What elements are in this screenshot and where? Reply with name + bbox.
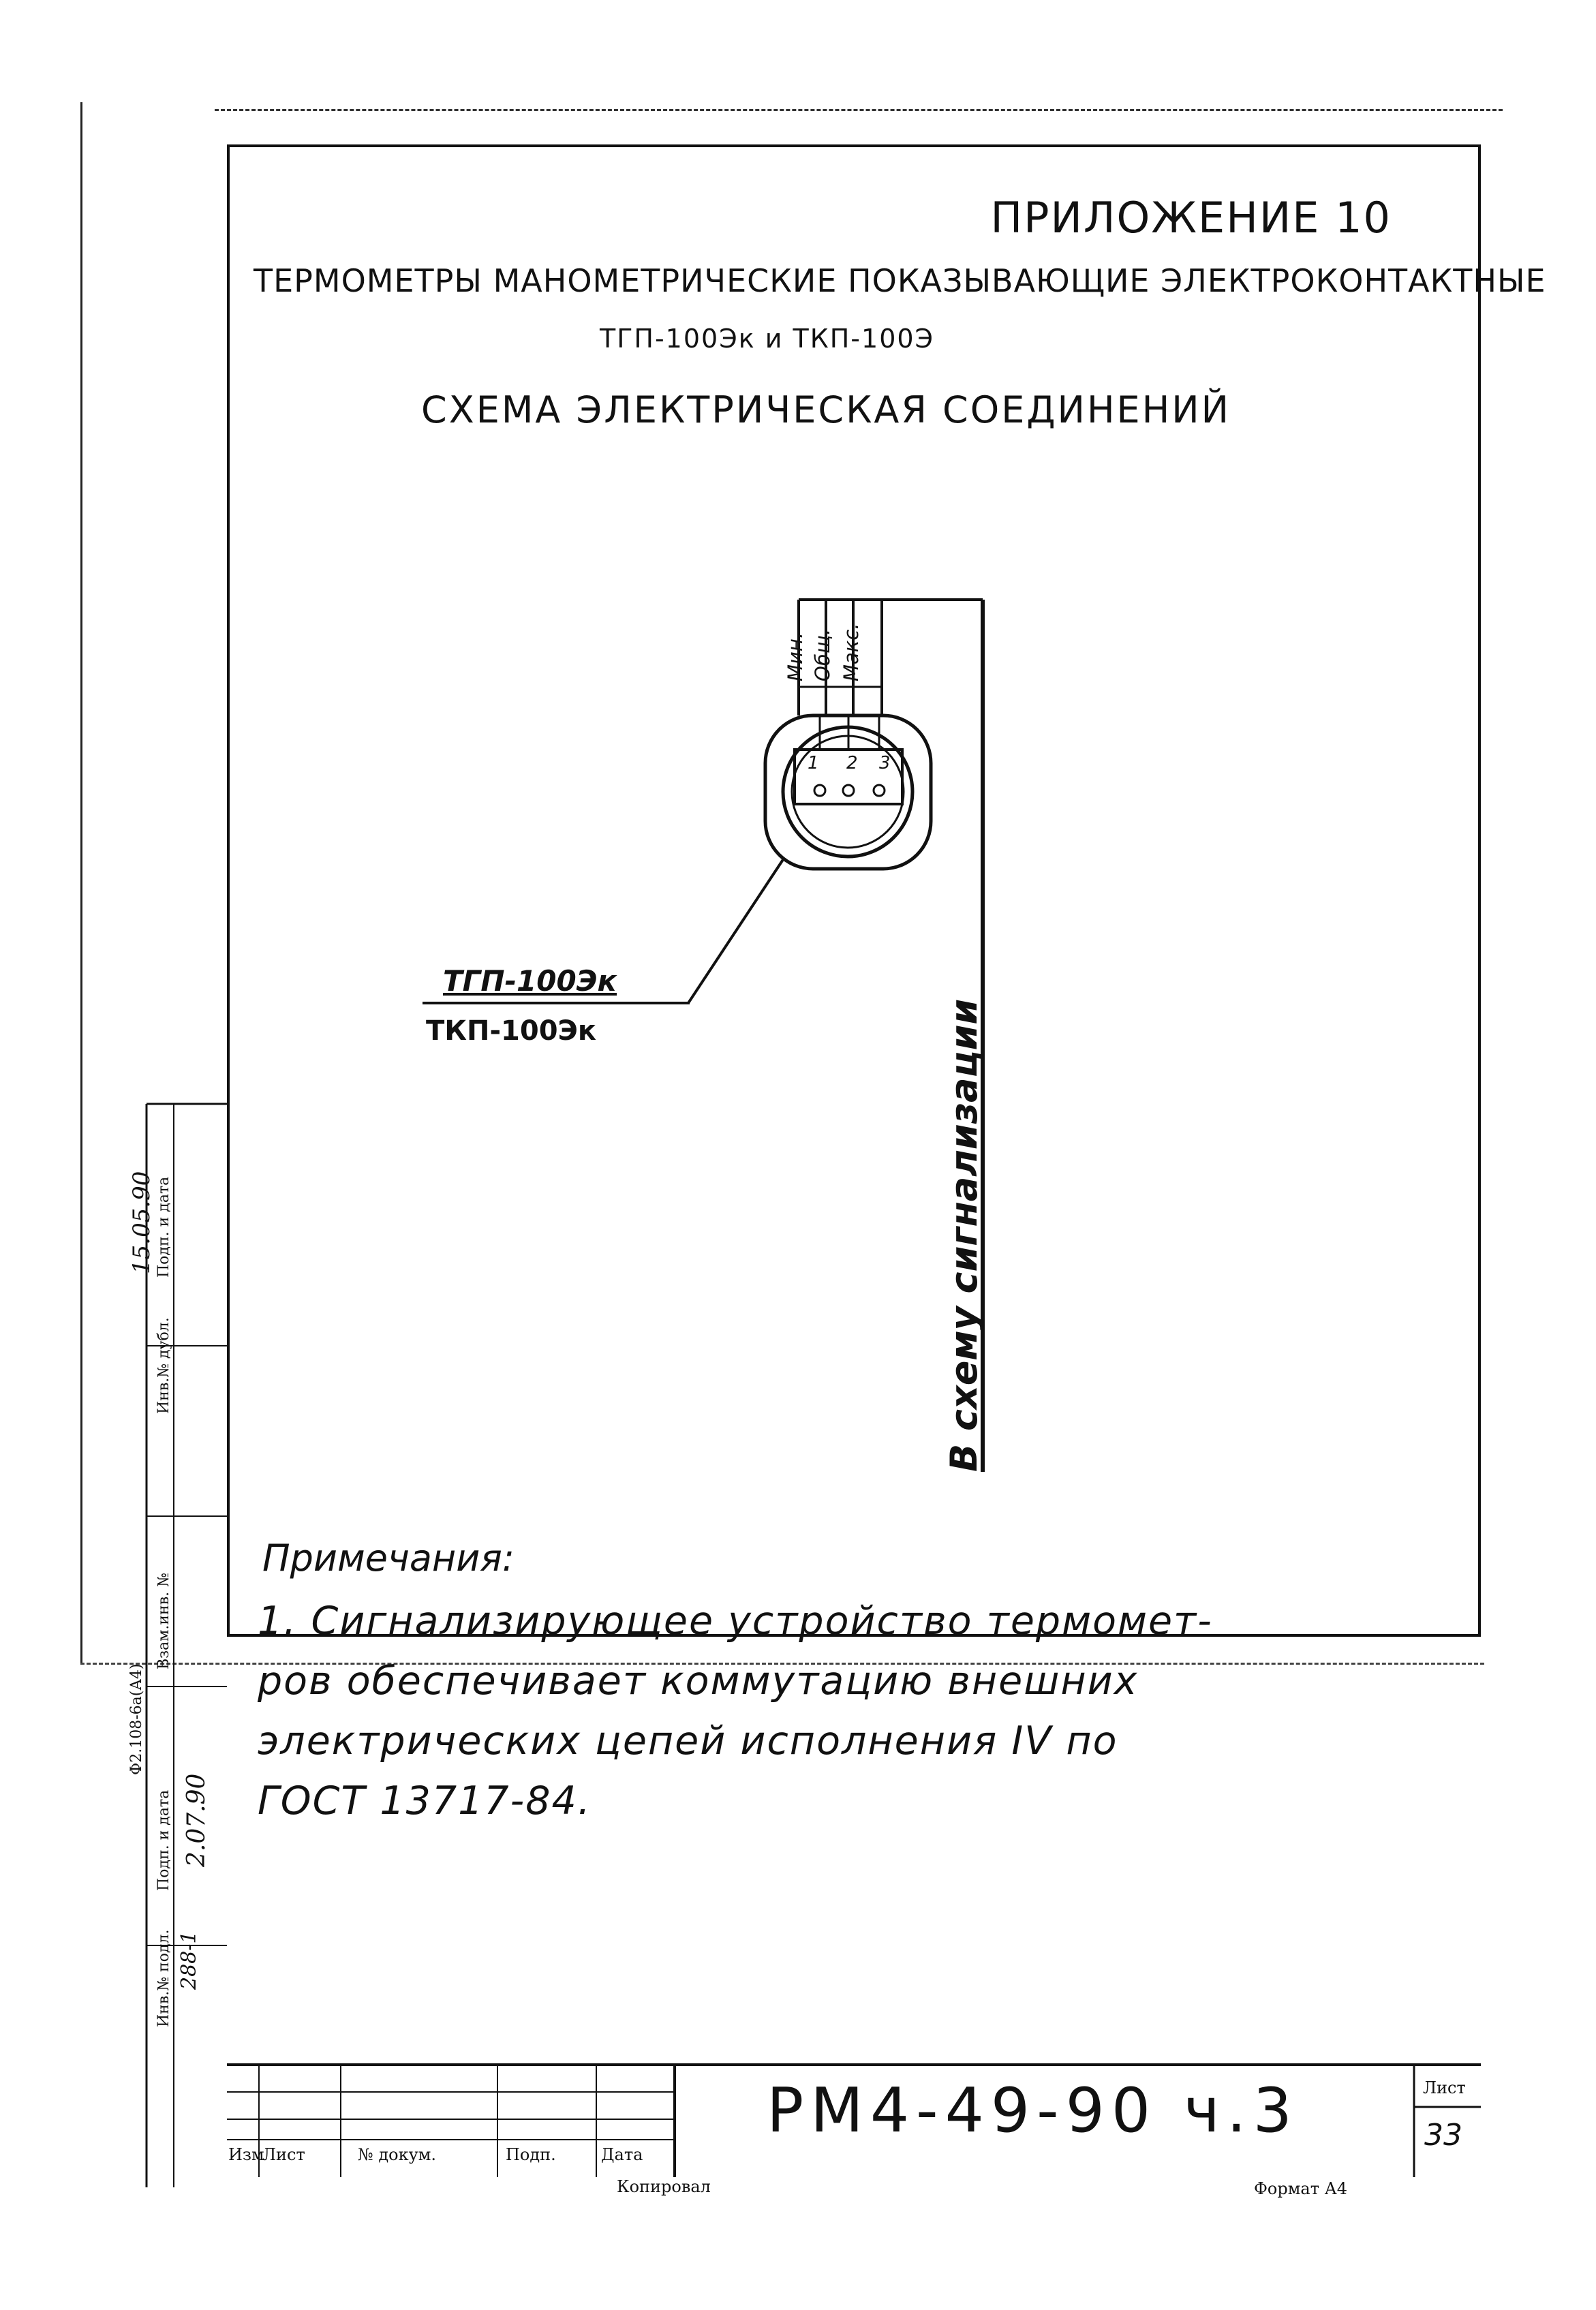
title-block-data: Дата — [601, 2145, 643, 2164]
notes-title: Примечания: — [262, 1537, 515, 1580]
device-label-tgp: ТГП-100Эк — [443, 964, 617, 998]
title-block-podp: Подп. — [506, 2145, 556, 2164]
note-line: электрических цепей исполнения IV по — [258, 1719, 1118, 1764]
title-block-doc: № докум. — [358, 2145, 436, 2164]
note-line: ров обеспечивает коммутацию внешних — [258, 1659, 1139, 1704]
document-code: РМ4-49-90 ч.3 — [767, 2075, 1299, 2146]
title-block-list: Лист — [262, 2145, 305, 2164]
paper-format: Формат А4 — [1254, 2179, 1348, 2198]
terminal-number-1: 1 — [808, 753, 819, 773]
terminal-label-min: Мин. — [784, 632, 807, 681]
document-title: ТЕРМОМЕТРЫ МАНОМЕТРИЧЕСКИЕ ПОКАЗЫВАЮЩИЕ ЭЛЕКТРОКОНТАКТНЫЕ — [254, 262, 1546, 299]
sheet-label: Лист — [1423, 2078, 1466, 2097]
terminal-label-max: Макс. — [840, 623, 863, 681]
stamp-podp-data-2: Подп. и дата — [155, 1176, 172, 1278]
stamp-inv-value: 288-1 — [177, 1930, 201, 1990]
sheet-number: 33 — [1424, 2118, 1462, 2153]
stamp-format-code: Ф2.108-6а(А4) — [128, 1663, 145, 1775]
stamp-inv-dubl: Инв.№ дубл. — [155, 1317, 172, 1414]
appendix-number: ПРИЛОЖЕНИЕ 10 — [990, 193, 1392, 243]
terminal-contact-2 — [843, 785, 854, 796]
note-line: ГОСТ 13717-84. — [258, 1778, 592, 1823]
terminal-number-2: 2 — [846, 753, 858, 773]
signal-destination-label: В схему сигнализации — [942, 998, 985, 1472]
stamp-inv-podl: Инв.№ подл. — [155, 1929, 172, 2027]
stamp-podp-data: Подп. и дата — [155, 1789, 172, 1891]
notes-body — [258, 1591, 1464, 1831]
device-label-tkp: ТКП-100Эк — [426, 1015, 597, 1047]
terminal-number-3: 3 — [879, 753, 891, 773]
scheme-title: СХЕМА ЭЛЕКТРИЧЕСКАЯ СОЕДИНЕНИЙ — [421, 388, 1231, 431]
device-models: ТГП-100Эк и ТКП-100Э — [600, 324, 935, 354]
title-block-izm: Изм — [228, 2145, 264, 2164]
stamp-date-value: 2.07.90 — [183, 1773, 211, 1867]
terminal-contact-1 — [814, 785, 825, 796]
terminal-contact-3 — [874, 785, 885, 796]
terminal-label-common: Общ. — [811, 628, 834, 681]
copied-by-label: Копировал — [617, 2177, 711, 2196]
leader-line — [688, 859, 784, 1003]
stamp-vzam-inv: Взам.инв. № — [155, 1573, 172, 1669]
stamp-signature-date: 15.05.90 — [128, 1171, 155, 1274]
note-line: 1. Сигнализирующее устройство термомет- — [258, 1599, 1213, 1644]
